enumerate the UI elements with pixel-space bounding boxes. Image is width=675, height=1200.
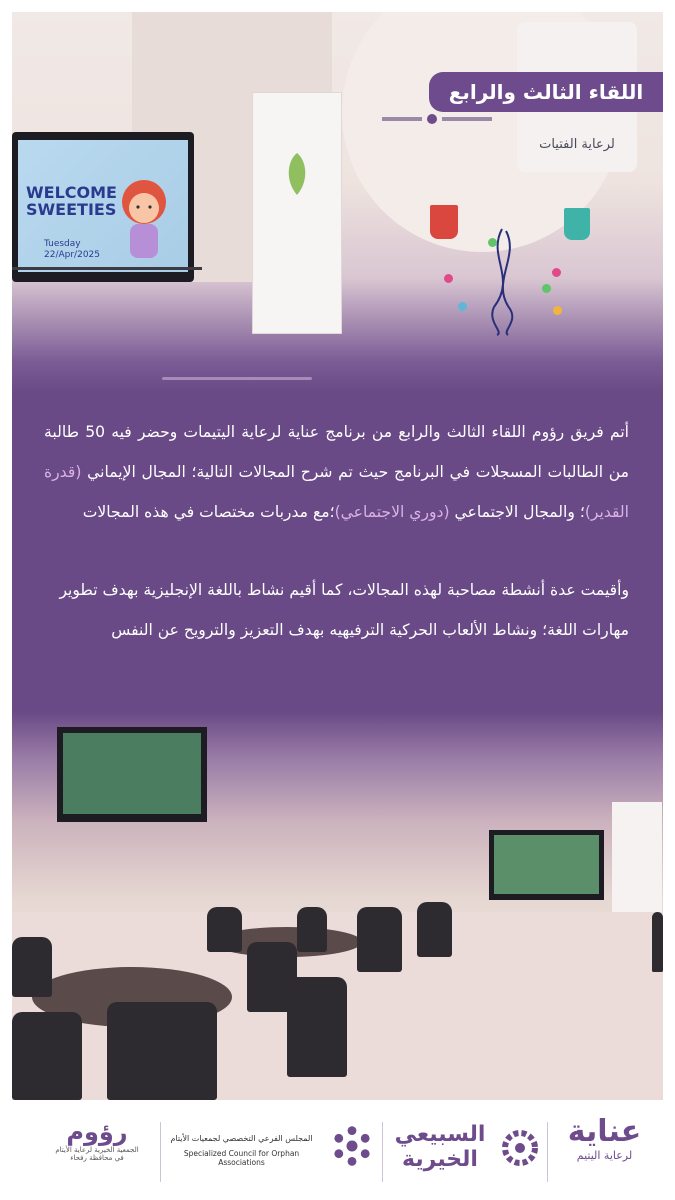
footer-separator <box>547 1122 548 1182</box>
rollup-banner <box>252 92 342 334</box>
tv-day: Tuesday <box>44 239 81 249</box>
office-chair <box>207 907 242 952</box>
office-chair <box>107 1002 217 1100</box>
wall-tv-right <box>489 830 604 900</box>
wall-tv-display <box>63 733 201 814</box>
cartoon-girl-illustration <box>112 172 176 262</box>
ball <box>542 284 551 293</box>
title-badge <box>429 72 663 112</box>
wall-tv <box>57 727 207 822</box>
leaf-logo-icon <box>281 151 313 197</box>
roum-logo <box>42 1118 152 1162</box>
wall-tv-right-display <box>494 835 599 894</box>
paragraph-1-part-2: ؛ والمجال الاجتماعي <box>449 503 585 521</box>
tv-screen <box>12 132 194 282</box>
ball <box>458 302 467 311</box>
teal-basket <box>564 208 590 240</box>
paragraph-1-part-3: ؛مع مدربات مختصات في هذه المجالات <box>82 503 335 521</box>
office-chair <box>12 937 52 997</box>
red-basket <box>430 205 458 239</box>
page-title: اللقاء الثالث والرابع <box>448 80 644 104</box>
paragraph-1-part-1: أتم فريق رؤوم اللقاء الثالث والرابع من برنامج عناية لرعاية اليتيمات وحضر فيه 50 طالبة من الطالبات المسجلات في البرنامج حيث تم شرح المجالات التالية؛ المجال الإيماني <box>44 423 629 481</box>
welcome-text: WELCOME SWEETIES <box>26 183 117 219</box>
subaie-name-line-2: الخيرية <box>402 1147 478 1172</box>
office-chair <box>357 907 402 972</box>
ball <box>553 306 562 315</box>
post-frame <box>12 12 663 1100</box>
tv-console <box>12 267 202 310</box>
inaya-wordmark: عناية <box>567 1114 642 1149</box>
highlight-social-domain: (دوري الاجتماعي) <box>334 503 450 521</box>
office-chair <box>652 912 663 972</box>
council-name-ar: المجلس الفرعي التخصصي لجمعيات الأيتام <box>170 1134 313 1143</box>
council-emblem-icon <box>330 1124 374 1168</box>
inaya-tagline: لرعاية اليتيم <box>576 1149 633 1162</box>
tv-date <box>44 239 100 261</box>
office-chair <box>297 907 327 952</box>
divider <box>162 377 312 380</box>
body-text <box>44 412 629 650</box>
footer-separator <box>382 1122 383 1182</box>
top-photo <box>12 12 663 392</box>
ball <box>444 274 453 283</box>
council-name-en: Specialized Council for Orphan Associations <box>183 1149 300 1167</box>
highlight-faith-domain: (قدرة القدير) <box>44 463 629 521</box>
roum-line-1: الجمعية الخيرية لرعاية الأيتام <box>55 1146 139 1154</box>
inaya-logo <box>552 1114 657 1162</box>
paragraph-2: وأقيمت عدة أنشطة مصاحبة لهذه المجالات، كما أقيم نشاط باللغة الإنجليزية بهدف تطوير مهارات اللغة؛ ونشاط الألعاب الحركية الترفيهيه بهدف التعزيز والترويح عن النفس <box>59 581 629 639</box>
council-logo <box>164 1134 319 1167</box>
subaie-logo <box>390 1122 490 1172</box>
ball <box>552 268 561 277</box>
office-chair <box>417 902 452 957</box>
footer-logos <box>12 1100 663 1200</box>
subaie-emblem-icon <box>500 1128 540 1168</box>
roum-wordmark: رؤوم <box>66 1118 128 1146</box>
tv-date-value: 22/Apr/2025 <box>44 250 100 260</box>
bottom-photo <box>12 712 663 1100</box>
footer-separator <box>160 1122 161 1182</box>
roum-line-2: في محافظة رفحاء <box>70 1154 124 1162</box>
ball <box>488 238 497 247</box>
paragraph-1 <box>44 412 629 532</box>
subaie-name-line-1: السبيعي <box>394 1122 486 1147</box>
display-stand-label: لرعاية الفتيات <box>539 137 615 152</box>
office-chair <box>12 1012 82 1100</box>
office-chair <box>287 977 347 1077</box>
tv-display <box>18 140 188 272</box>
